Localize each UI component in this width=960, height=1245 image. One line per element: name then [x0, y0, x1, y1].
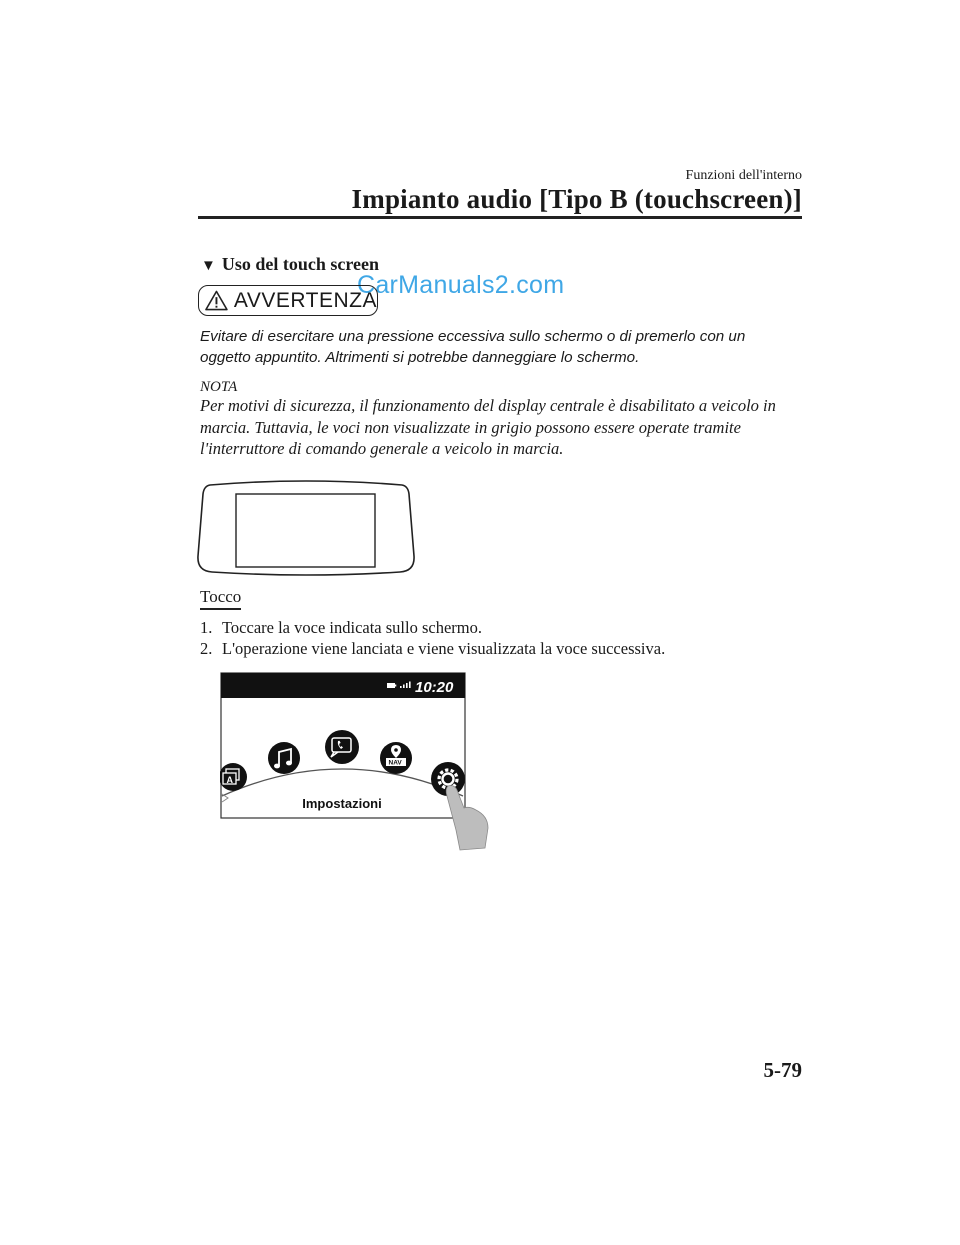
- section-heading: [201, 254, 379, 275]
- warning-icon: [205, 290, 228, 311]
- warning-box: [198, 285, 378, 316]
- display-bezel: [198, 481, 414, 575]
- music-icon[interactable]: [268, 742, 300, 774]
- tocco-heading: Tocco: [200, 587, 241, 610]
- page-number: 5-79: [763, 1058, 802, 1082]
- section-marker: ▼: [201, 258, 216, 274]
- list-item: 2. L'operazione viene lanciata e viene visualizzata la voce successiva.: [200, 639, 666, 658]
- clock: 10:20: [415, 679, 454, 696]
- battery-icon: [387, 683, 396, 688]
- navigation-icon[interactable]: [380, 742, 412, 774]
- nav-text: NAV: [388, 759, 402, 767]
- touchscreen-illustration: [220, 672, 492, 852]
- note-label: NOTA: [200, 379, 238, 395]
- applications-icon[interactable]: [220, 763, 247, 791]
- watermark: CarManuals2.com: [357, 271, 565, 299]
- app-letter: A: [226, 775, 233, 785]
- note-text: Per motivi di sicurezza, il funzionamento del display centrale è disabilitato a veicolo in marcia. Tuttavia, le voci non visualizzate in grigio possono essere operate tramite l'interruttore di comando generale a veicolo in marcia.: [200, 396, 776, 458]
- display-screen: [236, 494, 375, 567]
- phone-icon[interactable]: [325, 730, 359, 764]
- finger-icon: [446, 786, 488, 851]
- warning-text: Evitare di esercitare una pressione eccessiva sullo schermo o di premerlo con un oggetto appuntito. Altrimenti si potrebbe danneggiare lo schermo.: [200, 328, 746, 366]
- section-title: Uso del touch screen: [221, 254, 380, 274]
- steps-list: [200, 617, 665, 659]
- header-rule: [198, 216, 802, 219]
- chapter-name: Funzioni dell'interno: [685, 168, 802, 183]
- list-item: 1. Toccare la voce indicata sullo schermo.: [200, 618, 482, 637]
- page-title: Impianto audio [Tipo B (touchscreen)]: [351, 184, 802, 214]
- display-illustration: [196, 478, 416, 578]
- warning-label: AVVERTENZA: [233, 288, 377, 312]
- selected-item-label: Impostazioni: [302, 796, 382, 811]
